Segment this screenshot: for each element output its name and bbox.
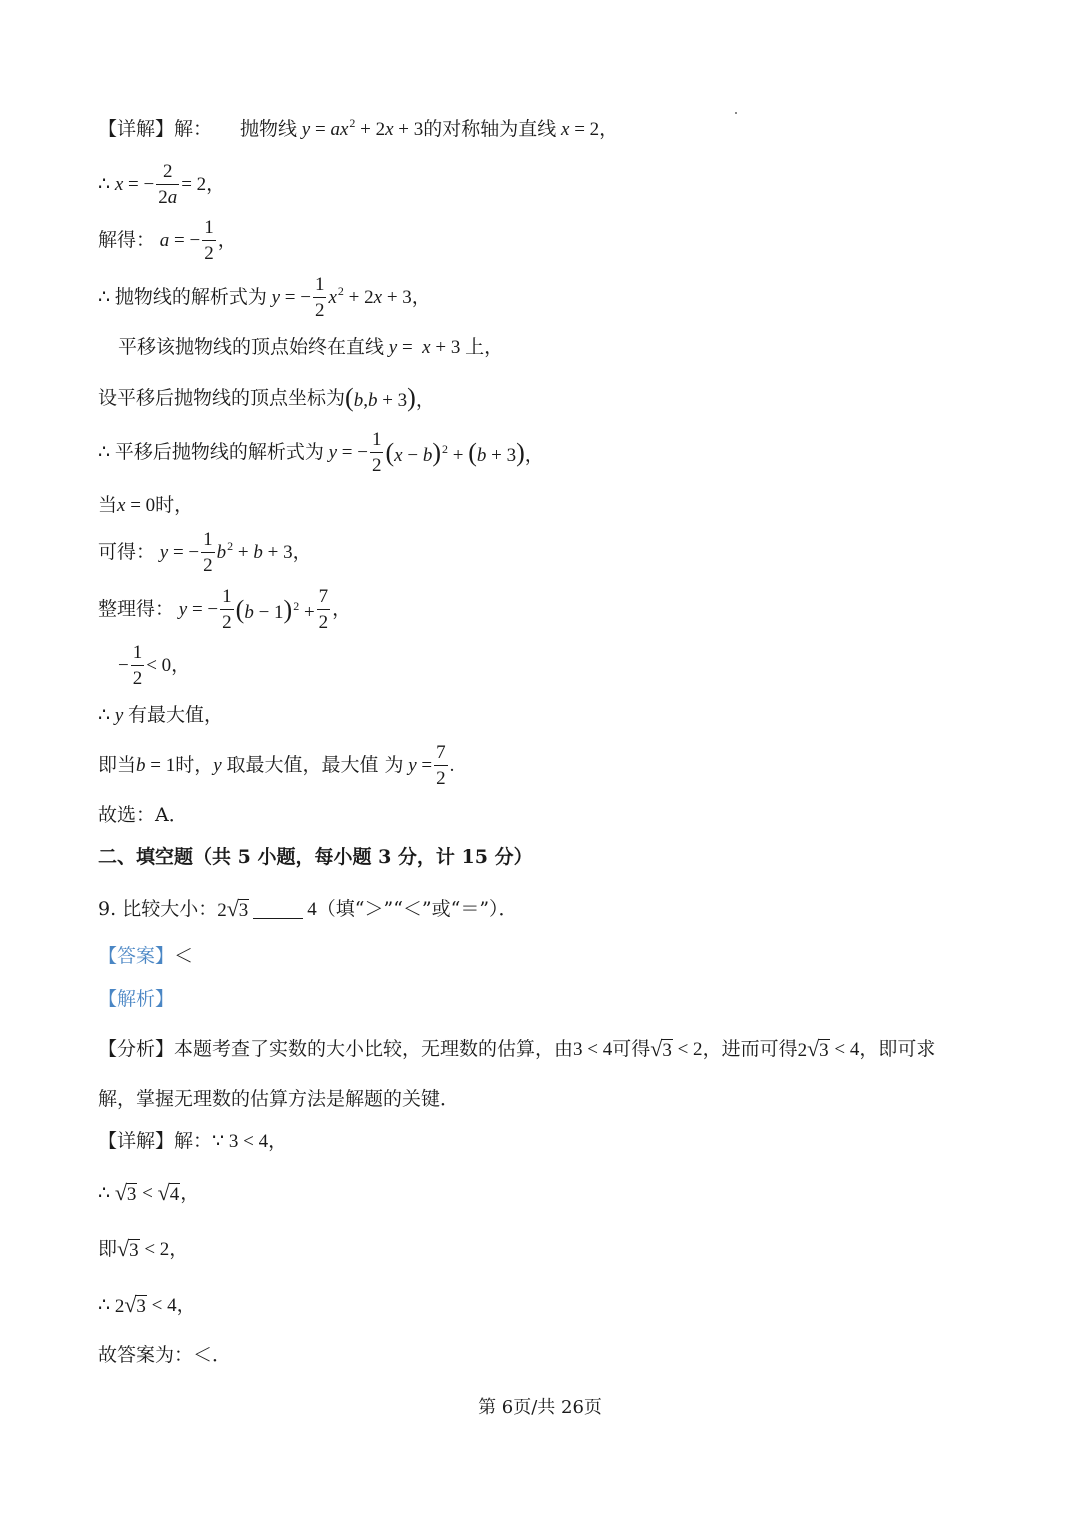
equation-line-3: 解得： a = − $\frac{1}{2}$ ， (98, 217, 237, 264)
on-line-text: 上， (465, 336, 504, 358)
when-text: 当 (98, 494, 118, 516)
page-footer: 第 6页/共 26页 (478, 1397, 602, 1418)
root-less-two-line: 即 √ 3 < 2， (98, 1236, 189, 1261)
question-prompt: 比较大小： (122, 897, 218, 920)
fraction-half: $\frac{1}{2}$ (222, 586, 232, 633)
when-x-zero-line: 当 x = 0 时， (98, 494, 194, 516)
scan-dot (735, 112, 737, 114)
choice-text: 故选：A． (98, 804, 188, 826)
solve-label: 解得： (98, 229, 156, 251)
equation-line-2: ∴ x = − $\frac{2}{2a}$ = 2， (98, 161, 226, 208)
answer-tag: 【答案】 (98, 945, 175, 967)
analysis-line-2: 解，掌握无理数的估算方法是解题的关键． (98, 1088, 460, 1110)
time-text: 时， (175, 754, 214, 776)
detail-tag: 【详解】 (98, 118, 175, 140)
when-b-text: 即当 (98, 754, 137, 776)
two-root-three: 2 √ 3 (217, 896, 249, 921)
max-result-line: 即当 b = 1 时， y 取最大值，最大值 为 y = $\frac{7}{2}$ . (98, 742, 455, 789)
choice-line (98, 806, 188, 825)
translation-text: 平移该抛物线的顶点始终在直线 (118, 336, 385, 358)
analysis-line-1: 【分析】 本题考查了实数的大小比较，无理数的估算，由 3 < 4 可得 √ 3 < 2 ，进而可得 2 √ 3 < 4 ，即可求 (98, 1036, 936, 1061)
has-max-text: 有最大值， (128, 704, 224, 726)
max-value-text: 取最大值，最大值 为 (226, 754, 404, 776)
solution-prefix: 解： (174, 118, 213, 140)
q9-detail-line: 【详解】 解： ∵ 3 < 4， (98, 1130, 288, 1152)
fraction-half: $\frac{1}{2}$ (132, 642, 143, 689)
answer-value: ＜ (174, 945, 194, 967)
axis-text: 的对称轴为直线 (423, 118, 557, 140)
obtain-label: 可得： (98, 541, 156, 563)
simplify-line: 整理得： y = − $\frac{1}{2}$ $(b - 1)^2$ + $\frac{7}{2}$ ， (98, 586, 352, 633)
question-tail: （填“＞”“＜”或“＝”）． (316, 897, 518, 920)
section-heading: 二、填空题（共 5 小题，每小题 3 分，计 15 分） (98, 846, 533, 868)
negative-half-line: − $\frac{1}{2}$ < 0， (118, 642, 191, 689)
jiexi-tag: 【解析】 (98, 988, 175, 1010)
vertex-line: 设平移后抛物线的顶点坐标为 (b,b + 3)， (98, 383, 435, 412)
answer-blank (253, 900, 303, 919)
parabola-word: 抛物线 (240, 118, 298, 140)
equation-parabola: $y = ax^2 + 2x + 3$ (301, 116, 424, 140)
fraction-half: $\frac{1}{2}$ (203, 529, 213, 576)
fraction-half: $\frac{1}{2}$ (314, 274, 325, 321)
two-root-less-four-line: ∴ 2 √ 3 < 4， (98, 1292, 196, 1317)
question-9: 9. 比较大小： 2 √ 3 4 （填“＞”“＜”或“＝”）． (98, 896, 518, 921)
obtain-line: 可得： y = − $\frac{1}{2}$ $b^2 + b + 3$， (98, 529, 312, 576)
time-text: 时， (155, 494, 194, 516)
root-compare-line: ∴ √ 3 < √ 4 ， (98, 1180, 200, 1205)
therefore-symbol: ∴ x = − (98, 174, 155, 195)
question-number: 9. (98, 897, 117, 920)
translation-line: 平移该抛物线的顶点始终在直线 y = x + 3 上， (118, 336, 504, 358)
equation-line-4: ∴ 抛物线的解析式为 y = − $\frac{1}{2}$ $x^2 + 2x + 3$， (98, 274, 431, 321)
fraction-seven-halves: $\frac{7}{2}$ (318, 586, 329, 633)
jiexi-line (98, 990, 174, 1009)
simplify-label: 整理得： (98, 598, 175, 620)
final-answer-line: 故答案为：＜． (98, 1344, 232, 1366)
fraction-half: $\frac{1}{2}$ (204, 217, 214, 264)
fraction-2-over-2a: $\frac{2}{2a}$ (158, 161, 178, 208)
detail-line-1 (98, 116, 619, 140)
max-value-line: ∴ y 有最大值， (98, 704, 224, 726)
detail-tag: 【详解】 (98, 1130, 175, 1152)
vertex-text: 设平移后抛物线的顶点坐标为 (98, 386, 346, 409)
parabola-expression-label: 抛物线的解析式为 (114, 286, 267, 308)
translated-expression-label: 平移后抛物线的解析式为 (114, 441, 324, 463)
fraction-seven-halves: $\frac{7}{2}$ (436, 742, 446, 789)
equation-axis: x = 2， (561, 119, 619, 140)
analysis-tag: 【分析】 (98, 1037, 175, 1060)
answer-line (98, 947, 193, 966)
fraction-half: $\frac{1}{2}$ (371, 429, 382, 476)
translated-expression-line: ∴ 平移后抛物线的解析式为 y = − $\frac{1}{2}$ $(x - b)^2 + (b + 3)$， (98, 429, 544, 476)
